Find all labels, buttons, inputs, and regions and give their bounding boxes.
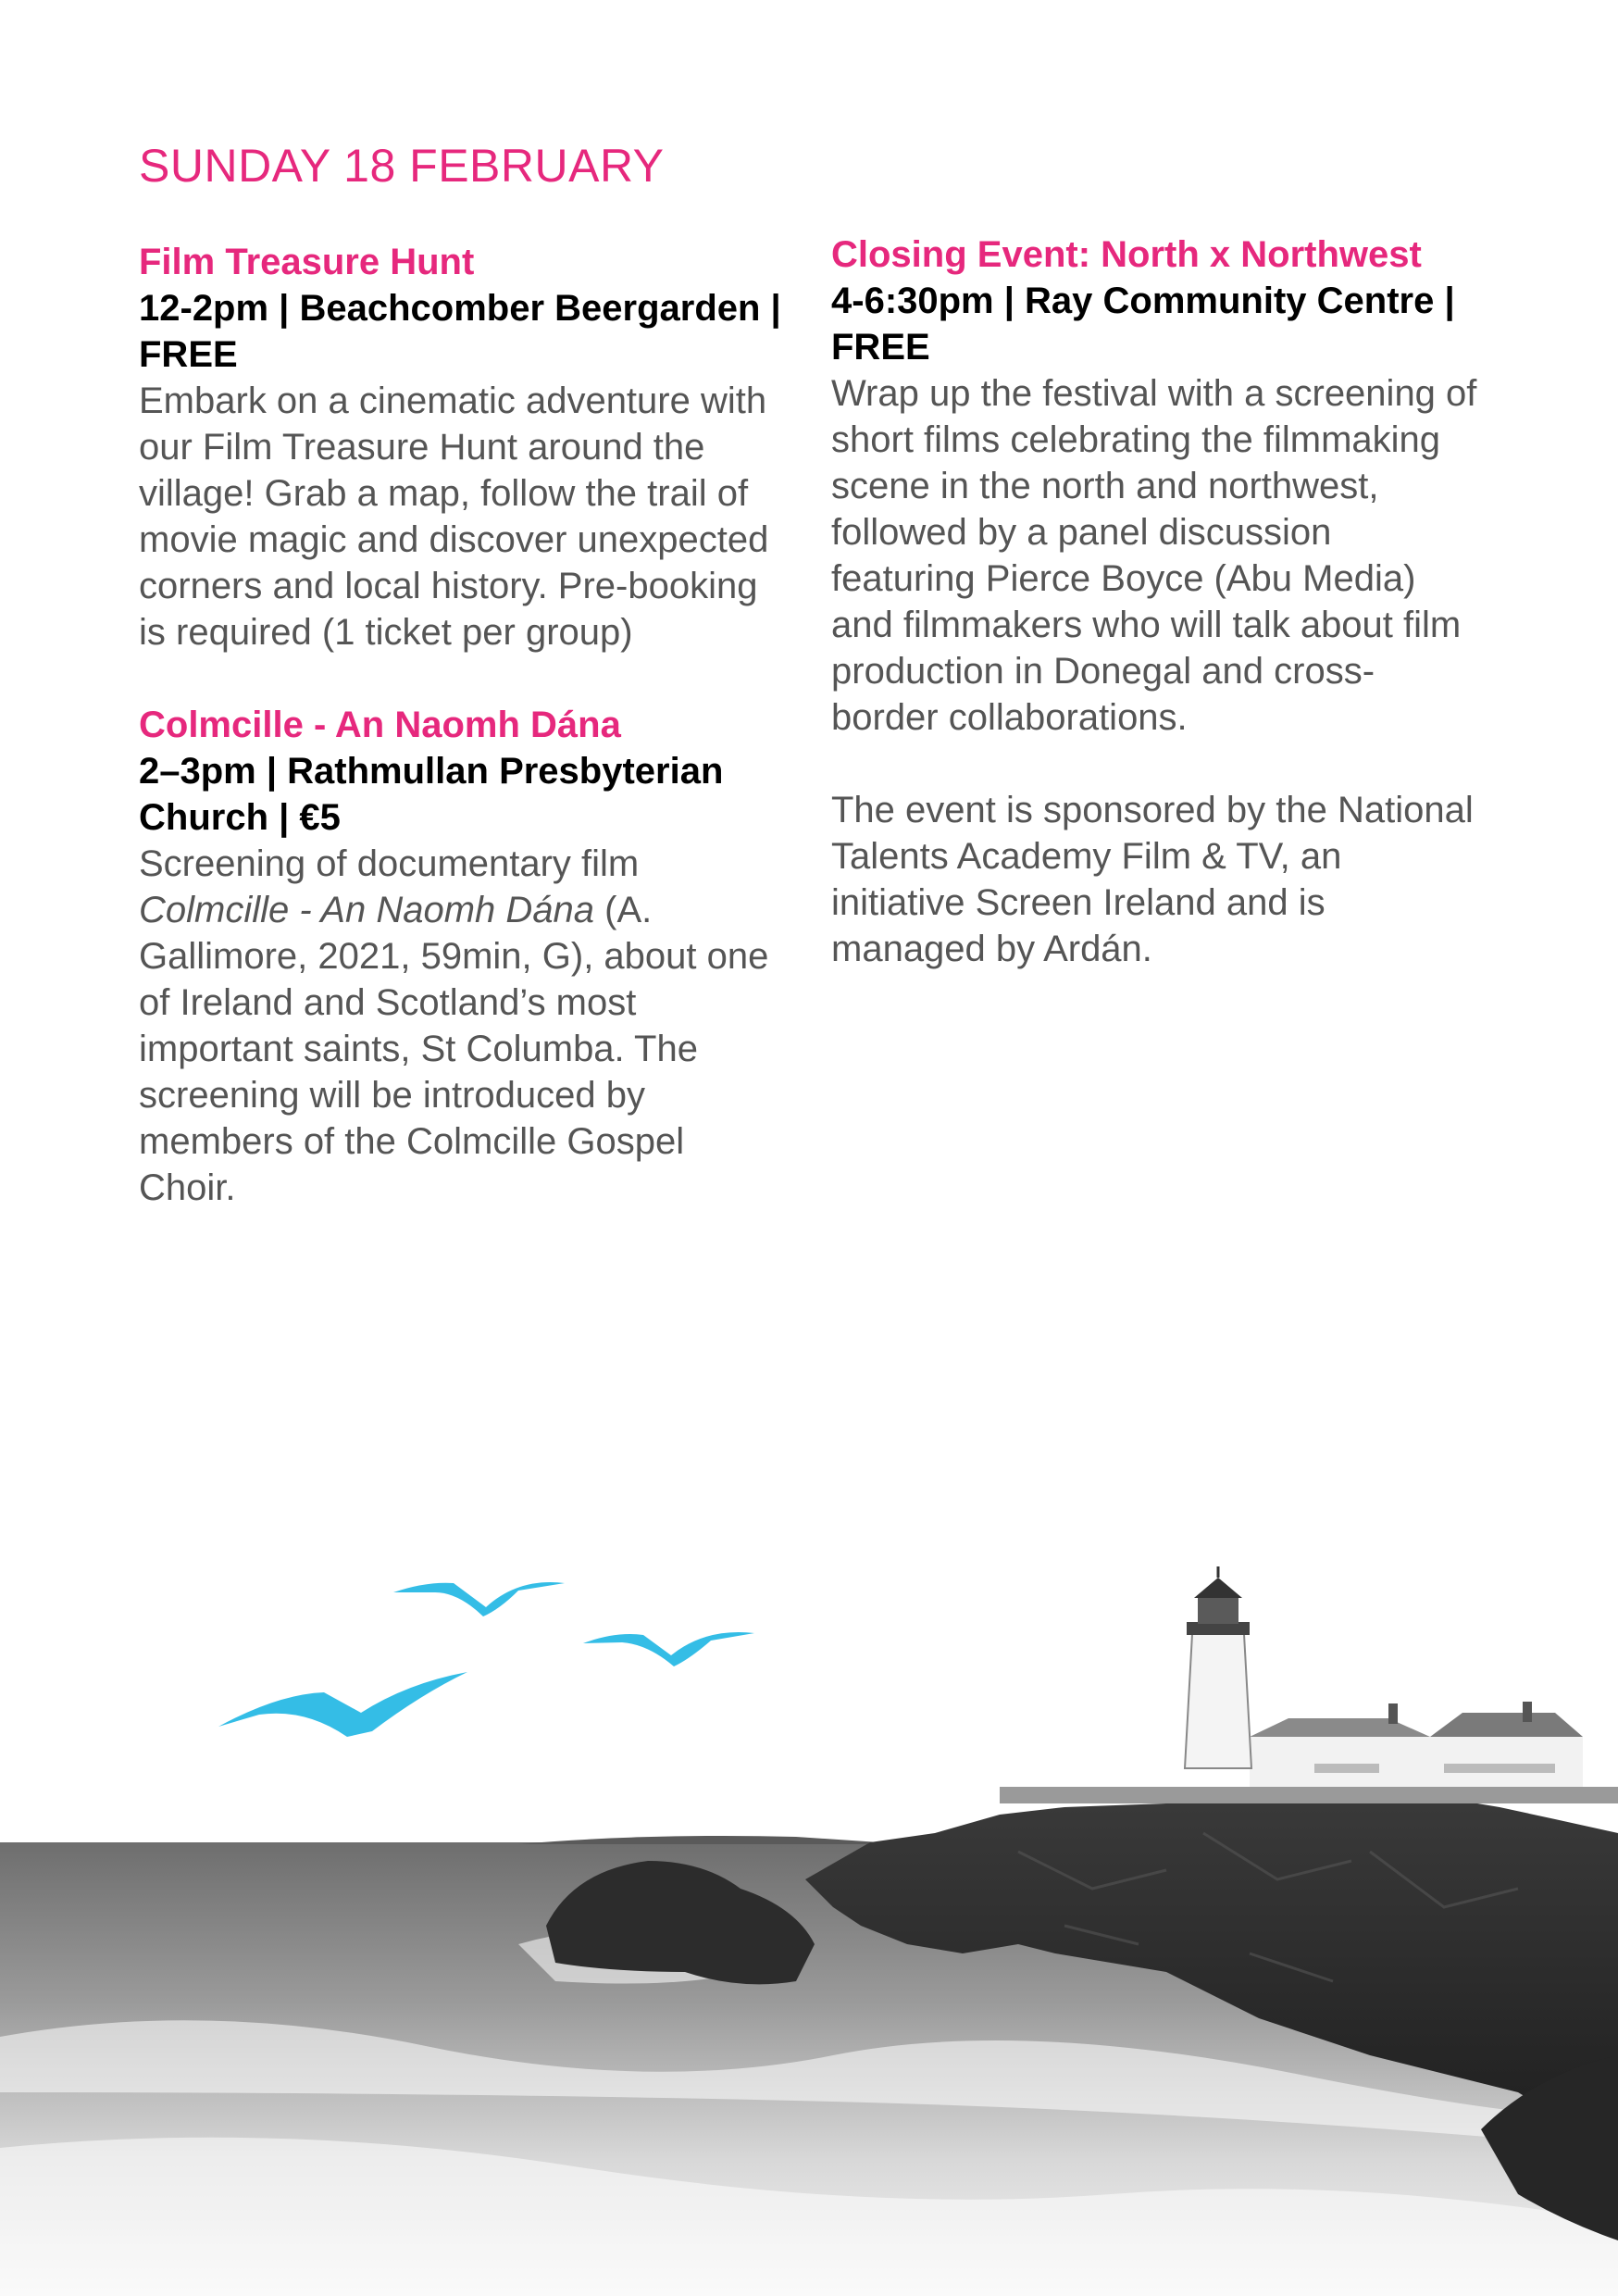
cliff-wall: [1000, 1787, 1618, 1803]
event-meta: 12-2pm | Beachcomber Beergarden | FREE: [139, 288, 781, 375]
event-title: Film Treasure Hunt: [139, 242, 475, 282]
event-description: Embark on a cinematic adventure with our Film Treasure Hunt around the village! Grab a map, follow the trail of movie magic and discover unexpected corners and local history. Pre-booking is required (1 ticket per group): [139, 381, 769, 653]
bird-icon: [218, 1672, 467, 1737]
event-meta: 4-6:30pm | Ray Community Centre | FREE: [831, 281, 1455, 368]
cottages: [1250, 1702, 1583, 1794]
description-rest: (A. Gallimore, 2021, 59min, G), about one of Ireland and Scotland’s most important saints, St Columba. The screening will be introduced by members of the Colmcille Gospel Choir.: [139, 890, 769, 1208]
event-colmcille: [139, 702, 787, 1211]
sponsor-note: The event is sponsored by the National Talents Academy Film & TV, an initiative Screen Ireland and is managed by Ardán.: [831, 790, 1474, 969]
event-closing: [831, 231, 1479, 972]
bird-icon: [583, 1632, 754, 1666]
description-intro: Screening of documentary film: [139, 843, 640, 884]
event-description: [139, 841, 787, 1211]
film-title: Colmcille - An Naomh Dána: [139, 890, 595, 930]
page-heading: SUNDAY 18 FEBRUARY: [139, 140, 665, 192]
event-film-treasure-hunt: [139, 239, 787, 655]
event-description: Wrap up the festival with a screening of short films celebrating the filmmaking scene in the north and northwest, followed by a panel discussion featuring Pierce Boyce (Abu Media) and filmmakers who will talk about film production in Donegal and cross-border collaborations.: [831, 373, 1477, 738]
bird-icon: [393, 1582, 565, 1616]
event-meta: 2–3pm | Rathmullan Presbyterian Church | €5: [139, 751, 724, 838]
event-title: Closing Event: North x Northwest: [831, 234, 1422, 275]
distant-land: [518, 1836, 907, 1844]
coastal-illustration: [0, 1555, 1618, 2296]
right-column: [831, 231, 1479, 972]
left-column: [139, 239, 787, 1211]
event-title: Colmcille - An Naomh Dána: [139, 705, 621, 745]
spacer: [831, 741, 1479, 787]
spacer: [139, 655, 787, 702]
lighthouse-icon: [1185, 1566, 1251, 1768]
